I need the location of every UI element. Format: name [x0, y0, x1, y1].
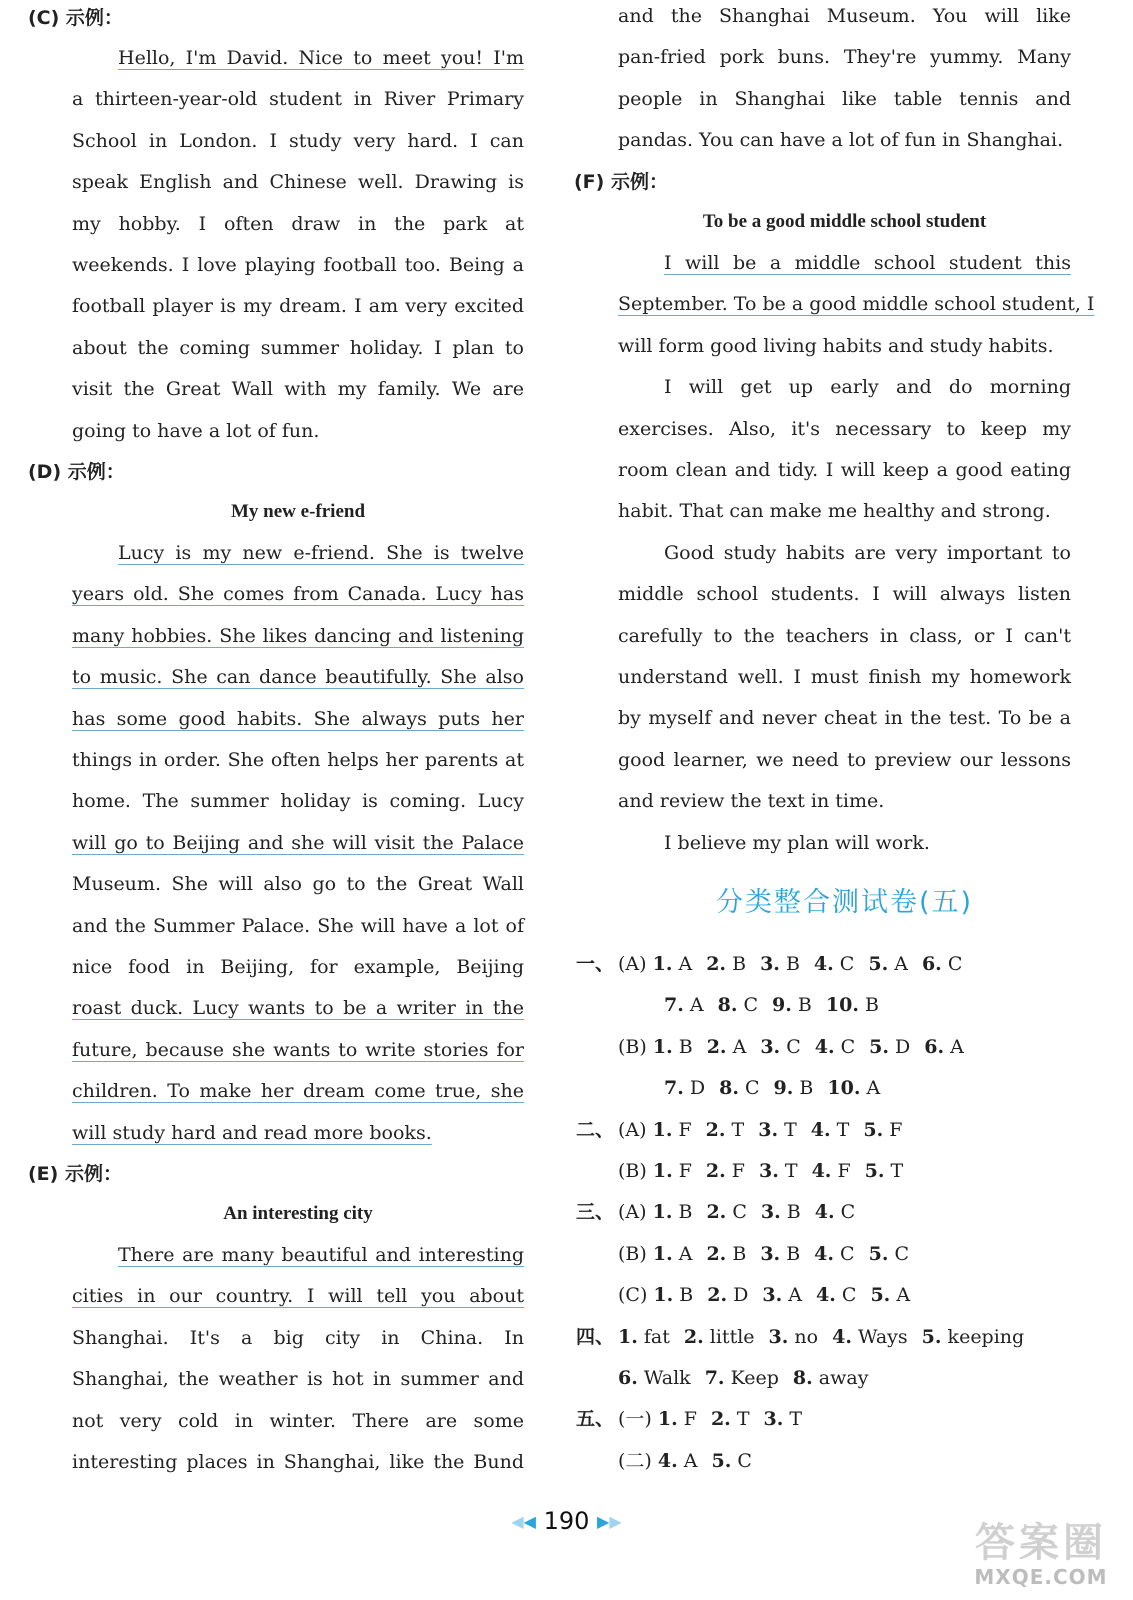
answer-number: 1. [652, 953, 673, 975]
answer-value: Walk [637, 1367, 691, 1389]
answer-number: 4. [811, 1160, 832, 1182]
text-line: will go to Beijing and she will visit the Palace [72, 831, 524, 854]
answer-part-label: (B) [618, 1036, 647, 1058]
text-line: cities in our country. I will tell you about [72, 1285, 524, 1308]
answer-value: A [944, 1036, 964, 1058]
answer-number: 1. [652, 1243, 673, 1265]
arrow-left-icon: ◀ [523, 1512, 536, 1531]
answer-value: D [889, 1036, 911, 1058]
answer-number: 6. [921, 953, 942, 975]
answer-number: 5. [863, 1119, 884, 1141]
text-line: visit the Great Wall with my family. We are [72, 378, 524, 401]
answer-part-label: (A) [618, 1119, 647, 1141]
page-number: 190 [543, 1507, 590, 1535]
section-label-e: (E) 示例： [28, 1163, 122, 1185]
answer-number: 1. [652, 1160, 673, 1182]
answer-number: 1. [652, 1119, 673, 1141]
answer-value: A [782, 1284, 803, 1306]
answer-number: 6. [924, 1036, 945, 1058]
answer-number: 5. [869, 1036, 889, 1058]
answer-value: C [738, 1077, 760, 1099]
answer-number: 8. [717, 994, 738, 1016]
answer-number: 3. [760, 1036, 781, 1058]
text-line: good learner, we need to preview our lessons [618, 748, 1071, 771]
answer-number: 5. [711, 1450, 732, 1472]
text-line: Museum. She will also go to the Great Wall [72, 873, 524, 896]
answer-value: C [737, 994, 759, 1016]
watermark-logo [957, 1520, 1125, 1592]
answer-number: 8. [792, 1367, 813, 1389]
answer-number: 10. [827, 1077, 861, 1099]
answer-value: little [703, 1326, 755, 1348]
answer-value: F [725, 1160, 745, 1182]
answer-value: B [726, 1243, 747, 1265]
text-line: I will get up early and do morning [664, 376, 1071, 399]
text-line: carefully to the teachers in class, or I can't [618, 624, 1071, 647]
answer-value: T [884, 1160, 904, 1182]
answer-value: C [834, 1036, 856, 1058]
answer-value: C [731, 1450, 752, 1472]
text-line: not very cold in winter. There are some [72, 1409, 524, 1432]
text-line: speak English and Chinese well. Drawing is [72, 171, 524, 194]
answer-number: 3. [762, 1284, 783, 1306]
text-line: understand well. I must finish my homework [618, 666, 1071, 688]
answer-number: 1. [653, 1284, 674, 1306]
answer-number: 1. [652, 1036, 673, 1058]
answer-value: B [858, 994, 879, 1016]
answer-number: 3. [768, 1326, 789, 1348]
answer-number: 6. [618, 1367, 638, 1389]
text-line: and the Shanghai Museum. You will like [618, 5, 1071, 27]
answer-value: no [788, 1326, 819, 1348]
answer-value: keeping [941, 1326, 1025, 1348]
answer-value: A [683, 994, 704, 1016]
text-line: and review the text in time. [618, 790, 885, 813]
answer-number: 3. [758, 1119, 779, 1141]
answer-number: 4. [814, 1243, 835, 1265]
answer-value: A [677, 1450, 698, 1472]
answer-section-number: 二、 [576, 1119, 615, 1141]
answer-value: B [793, 1077, 814, 1099]
answer-value: T [783, 1408, 803, 1430]
answer-value: C [833, 953, 855, 975]
answer-value: D [727, 1284, 749, 1306]
answer-number: 3. [763, 1408, 784, 1430]
answer-value: A [672, 953, 693, 975]
answer-number: 4. [832, 1326, 852, 1348]
text-line: about the coming summer holiday. I plan to [72, 336, 524, 359]
answer-value: C [834, 1201, 856, 1223]
answer-value: A [672, 1243, 693, 1265]
text-line: weekends. I love playing football too. Being a [72, 254, 524, 276]
answer-row [618, 1447, 752, 1475]
text-line: home. The summer holiday is coming. Lucy [72, 790, 524, 813]
answer-value: F [677, 1408, 697, 1430]
answer-value: fat [637, 1326, 670, 1348]
answer-row [618, 950, 962, 978]
text-line: football player is my dream. I am very excited [72, 295, 524, 318]
text-line: Shanghai. It's a big city in China. In [72, 1326, 524, 1349]
answer-row [618, 1157, 903, 1185]
answer-part-label: (一) [618, 1408, 652, 1430]
answer-row [618, 1033, 964, 1061]
answer-number: 1. [652, 1201, 673, 1223]
answer-number: 2. [705, 1119, 726, 1141]
text-line: years old. She comes from Canada. Lucy has [72, 583, 524, 606]
answer-value: T [830, 1119, 850, 1141]
answer-row [618, 1240, 909, 1268]
text-line: and the Summer Palace. She will have a lot of [72, 914, 524, 937]
text-line: exercises. Also, it's necessary to keep my [618, 417, 1071, 440]
text-line: interesting places in Shanghai, like the Bund [72, 1451, 524, 1473]
text-line: a thirteen-year-old student in River Primary [72, 88, 524, 111]
answer-number: 4. [814, 1036, 835, 1058]
text-line: nice food in Beijing, for example, Beijing [72, 956, 524, 978]
section-label-c: (C) 示例： [28, 7, 123, 29]
answer-row [618, 1405, 802, 1433]
answer-value: C [726, 1201, 747, 1223]
answer-section-number: 五、 [576, 1408, 615, 1430]
text-line: to music. She can dance beautifully. She also [72, 666, 524, 689]
answer-value: Keep [724, 1367, 779, 1389]
text-line: September. To be a good middle school student, I [618, 293, 1095, 316]
answer-number: 2. [706, 1243, 727, 1265]
text-line: I believe my plan will work. [664, 831, 930, 854]
text-line: future, because she wants to write stories for [72, 1038, 524, 1061]
answer-number: 3. [760, 1201, 781, 1223]
answer-value: C [888, 1243, 910, 1265]
text-line: by myself and never cheat in the test. To be a [618, 707, 1071, 730]
answer-value: T [778, 1119, 797, 1141]
answer-value: B [791, 994, 812, 1016]
essay-e-title: An interesting city [223, 1203, 373, 1224]
text-line: pan-fried pork buns. They're yummy. Many [618, 46, 1071, 69]
answer-row [618, 1364, 868, 1392]
answer-number: 5. [870, 1284, 891, 1306]
text-line: Good study habits are very important to [664, 541, 1071, 564]
answer-value: T [778, 1160, 798, 1182]
answer-part-label: (二) [618, 1450, 652, 1472]
answer-number: 3. [759, 1160, 779, 1182]
answer-value: A [726, 1036, 747, 1058]
answer-number: 7. [664, 1077, 684, 1099]
text-line: There are many beautiful and interesting [118, 1244, 524, 1266]
answer-value: A [890, 1284, 911, 1306]
answer-number: 2. [710, 1408, 731, 1430]
text-line: I will be a middle school student this [664, 252, 1071, 274]
answer-number: 7. [664, 994, 684, 1016]
answer-number: 2. [707, 1284, 728, 1306]
answer-number: 4. [814, 1201, 835, 1223]
answer-value: F [672, 1119, 692, 1141]
answer-number: 2. [706, 1036, 727, 1058]
answer-part-label: (A) [618, 1201, 647, 1223]
essay-d-title: My new e-friend [230, 501, 366, 522]
answer-row [618, 1281, 910, 1309]
answer-value: C [834, 1243, 855, 1265]
answer-number: 5. [921, 1326, 942, 1348]
answer-value: F [883, 1119, 903, 1141]
watermark-bottom: MXQE.COM [974, 1565, 1108, 1589]
answer-row [618, 1323, 1024, 1351]
answer-number: 5. [864, 1160, 885, 1182]
answer-number: 2. [683, 1326, 704, 1348]
answer-value: F [831, 1160, 851, 1182]
answer-number: 9. [773, 1077, 794, 1099]
text-line: children. To make her dream come true, she [72, 1080, 524, 1103]
answer-value: B [672, 1201, 693, 1223]
text-line: habit. That can make me healthy and strong. [618, 500, 1051, 523]
answer-value: B [780, 1201, 801, 1223]
answer-value: C [941, 953, 963, 975]
answer-part-label: (C) [618, 1284, 648, 1306]
answer-value: A [860, 1077, 881, 1099]
answer-row [618, 1116, 902, 1144]
answer-number: 8. [719, 1077, 739, 1099]
answer-number: 1. [618, 1326, 638, 1348]
text-line: room clean and tidy. I will keep a good eating [618, 459, 1071, 481]
answer-part-label: (A) [618, 953, 647, 975]
test-section-title: 分类整合测试卷(五) [715, 887, 974, 918]
arrow-right-light-icon: ▶ [609, 1512, 622, 1531]
answer-value: F [672, 1160, 692, 1182]
arrow-right-icon: ▶ [597, 1512, 610, 1531]
essay-f-title: To be a good middle school student [702, 211, 987, 232]
answer-value: C [835, 1284, 857, 1306]
text-line: my hobby. I often draw in the park at [72, 212, 524, 235]
answer-value: B [672, 1036, 693, 1058]
answer-number: 4. [813, 953, 834, 975]
answer-value: D [683, 1077, 706, 1099]
text-line: Shanghai, the weather is hot in summer and [72, 1368, 524, 1391]
answer-value: B [673, 1284, 694, 1306]
answer-number: 1. [657, 1408, 678, 1430]
answer-value: B [780, 1243, 801, 1265]
answer-value: T [725, 1119, 745, 1141]
text-line: Hello, I'm David. Nice to meet you! I'm [118, 47, 524, 69]
answer-number: 4. [810, 1119, 831, 1141]
answer-number: 7. [704, 1367, 725, 1389]
text-line: will form good living habits and study habits. [618, 334, 1054, 357]
answer-section-number: 三、 [576, 1201, 615, 1223]
text-line: many hobbies. She likes dancing and listening [72, 624, 524, 647]
text-line: has some good habits. She always puts her [72, 707, 524, 730]
answer-number: 10. [825, 994, 859, 1016]
answer-number: 2. [705, 1160, 726, 1182]
answer-value: A [888, 953, 908, 975]
answer-number: 5. [868, 953, 889, 975]
answer-number: 3. [760, 953, 780, 975]
text-line: will study hard and read more books. [72, 1121, 432, 1144]
answer-part-label: (B) [618, 1243, 647, 1265]
answer-value: Ways [851, 1326, 908, 1348]
answer-value: B [726, 953, 747, 975]
answer-row [664, 1074, 880, 1102]
answer-section-number: 一、 [576, 953, 615, 975]
watermark-top: 答案圈 [975, 1520, 1107, 1566]
section-label-d: (D) 示例： [28, 461, 125, 483]
text-line: middle school students. I will always listen [618, 583, 1071, 606]
text-line: people in Shanghai like table tennis and [618, 87, 1071, 110]
text-line: pandas. You can have a lot of fun in Shanghai. [618, 129, 1064, 152]
answer-row [664, 991, 879, 1019]
answer-value: B [779, 953, 800, 975]
answer-number: 2. [706, 953, 727, 975]
text-line: things in order. She often helps her parents at [72, 749, 524, 771]
answer-number: 2. [706, 1201, 727, 1223]
answer-number: 4. [657, 1450, 678, 1472]
arrow-left-light-icon: ◀ [511, 1512, 524, 1531]
answer-number: 9. [772, 994, 792, 1016]
text-line: going to have a lot of fun. [72, 419, 320, 442]
text-line: School in London. I study very hard. I can [72, 129, 524, 152]
text-line: roast duck. Lucy wants to be a writer in the [72, 997, 524, 1020]
section-label-f: (F) 示例： [574, 171, 668, 193]
text-line: Lucy is my new e-friend. She is twelve [118, 542, 524, 564]
answer-value: C [780, 1036, 801, 1058]
answer-value: away [812, 1367, 869, 1389]
answer-number: 5. [868, 1243, 889, 1265]
answer-number: 3. [760, 1243, 781, 1265]
answer-row [618, 1198, 855, 1226]
answer-value: T [730, 1408, 750, 1430]
answer-number: 4. [816, 1284, 836, 1306]
answer-part-label: (B) [618, 1160, 647, 1182]
answer-section-number: 四、 [576, 1326, 615, 1348]
